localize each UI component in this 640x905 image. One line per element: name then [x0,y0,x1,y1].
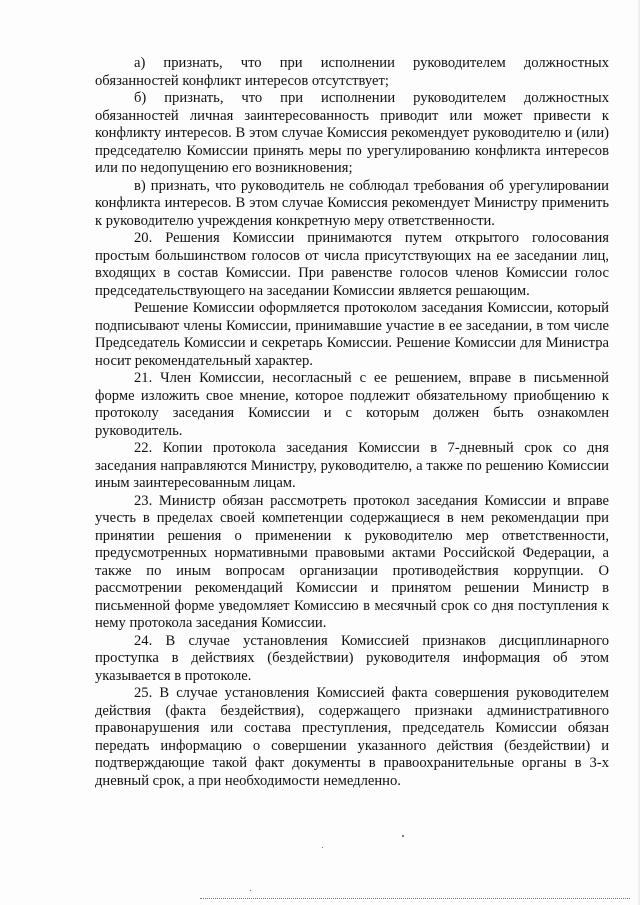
document-body [95,55,609,790]
scan-speck [250,890,251,891]
paragraph-clause-20-protocol: Решение Комиссии оформляется протоколом заседания Комиссии, который подписывают члены Комиссии, принимавшие участие в ее заседании, в том числе Председатель Комиссии и секретарь Комиссии. Решение Комиссии для Министра носит рекомендательный характер. [95,300,609,369]
paragraph-clause-25: 25. В случае установления Комиссией факта совершения руководителем действия (факта бездействия), содержащего признаки административного правонарушения или состава преступления, председатель Комиссии обязан передать информацию о совершении указанного действия (бездействии) и подтверждающие такой факт документы в правоохранительные органы в 3-х дневный срок, а при необходимости немедленно. [95,685,609,789]
paragraph-clause-21: 21. Член Комиссии, несогласный с ее решением, вправе в письменной форме изложить свое мнение, которое подлежит обязательному приобщению к протоколу заседания Комиссии и с которым должен быть ознакомлен руководитель. [95,370,609,439]
scan-speck [322,847,323,848]
bottom-scan-line [200,898,630,899]
paragraph-clause-24: 24. В случае установления Комиссией признаков дисциплинарного проступка в действиях (бездействии) руководителя информация об этом указывается в протоколе. [95,632,609,684]
paragraph-item-b: б) признать, что при исполнении руководителем должностных обязанностей личная заинтересованность приводит или может привести к конфликту интересов. В этом случае Комиссия рекомендует руководителю и (или) председателю Комиссии принять меры по урегулированию конфликта интересов или по недопущению его возникновения; [95,90,609,176]
paragraph-clause-23: 23. Министр обязан рассмотреть протокол заседания Комиссии и вправе учесть в пределах своей компетенции содержащиеся в нем рекомендации при принятии решения о применении к руководителю мер ответственности, предусмотренных нормативными правовыми актами Российской Федерации, а также по иным вопросам организации противодействия коррупции. О рассмотрении рекомендаций Комиссии и принятом решении Министр в письменной форме уведомляет Комиссию в месячный срок со дня поступления к нему протокола заседания Комиссии. [95,492,609,631]
paragraph-clause-22: 22. Копии протокола заседания Комиссии в 7-дневный срок со дня заседания направляются Министру, руководителю, а также по решению Комиссии иным заинтересованным лицам. [95,440,609,491]
paragraph-item-v: в) признать, что руководитель не соблюдал требования об урегулировании конфликта интересов. В этом случае Комиссия рекомендует Министру применить к руководителю учреждения конкретную меру ответственности. [95,177,609,229]
scan-speck [402,835,404,837]
paragraph-clause-20: 20. Решения Комиссии принимаются путем открытого голосования простым большинством голосов от числа присутствующих на ее заседании лиц, входящих в состав Комиссии. При равенстве голосов членов Комиссии голос председательствующего на заседании Комиссии является решающим. [95,230,609,299]
paragraph-item-a: а) признать, что при исполнении руководителем должностных обязанностей конфликт интересов отсутствует; [95,55,609,89]
